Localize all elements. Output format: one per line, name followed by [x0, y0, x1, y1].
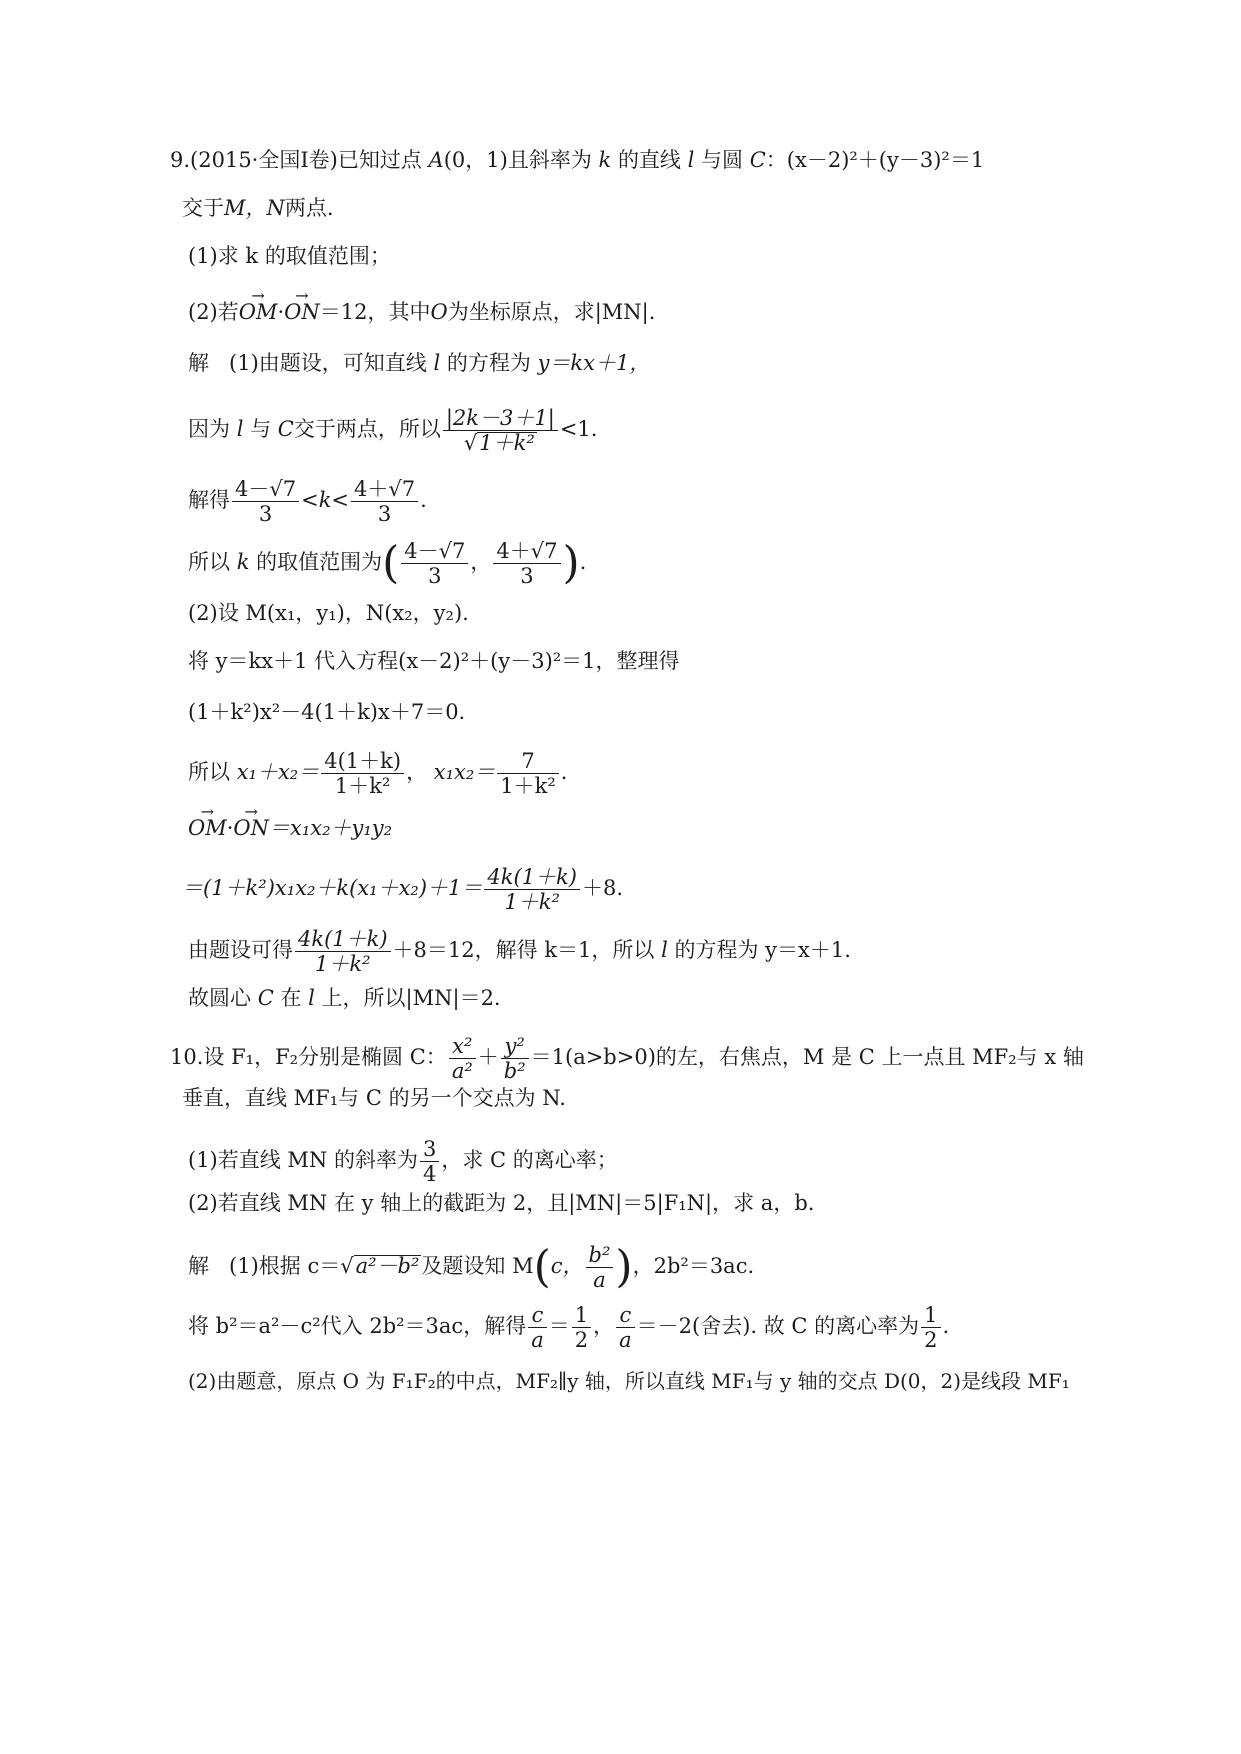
- fraction: [616, 1304, 635, 1351]
- text: x₁x₂＝: [433, 760, 496, 784]
- problem9-stem-line1: [170, 145, 984, 175]
- problem9-source: (2015·全国Ⅰ卷): [190, 148, 338, 172]
- fraction: [449, 1035, 476, 1082]
- problem9-solution-line11: [188, 928, 851, 975]
- fraction: [321, 750, 404, 797]
- denominator: a: [531, 1328, 544, 1352]
- problem9-question1: [188, 241, 391, 271]
- text: (1)由题设，可知直线: [229, 351, 427, 375]
- text: 的方程为 y＝x＋1.: [674, 938, 851, 962]
- fraction: [351, 478, 418, 525]
- var: k: [236, 550, 250, 574]
- text: 在: [280, 986, 302, 1010]
- problem9-solution-line7: (1＋k²)x²－4(1＋k)x＋7＝0.: [188, 700, 466, 724]
- vector-om: → OM: [188, 813, 227, 843]
- text: 为坐标原点，求|MN|.: [447, 300, 656, 324]
- numerator: 1: [572, 1304, 591, 1328]
- text: 交于: [182, 196, 224, 220]
- denominator: 2: [574, 1328, 589, 1352]
- fraction: [232, 478, 299, 525]
- denominator: 3: [428, 564, 442, 588]
- text: 设 F₁，F₂分别是椭圆 C：: [203, 1045, 447, 1069]
- denominator: 2: [924, 1328, 938, 1352]
- fraction: [493, 540, 560, 587]
- problem9-solution-line1: [188, 348, 650, 378]
- left-paren: (: [533, 1241, 551, 1293]
- denominator: 1＋k²: [315, 952, 371, 976]
- text: 的直线: [617, 148, 681, 172]
- text: 上，所以|MN|＝2.: [321, 986, 501, 1010]
- text: 故圆心: [188, 986, 251, 1010]
- fraction: [484, 866, 580, 913]
- var: l: [433, 351, 441, 375]
- problem9-solution-line8: [188, 750, 567, 797]
- text: ＝x₁x₂＋y₁y₂: [269, 816, 393, 840]
- text: (2): [188, 300, 218, 324]
- vector-om: → OM: [239, 297, 278, 327]
- text: (1)根据 c＝: [229, 1254, 341, 1278]
- numerator: b²: [586, 1244, 614, 1268]
- text: 的取值范围为: [256, 550, 383, 574]
- problem9-number: 9.: [170, 148, 191, 172]
- text: 所以: [188, 550, 230, 574]
- text: 因为: [188, 417, 230, 441]
- problem9-solution-line4: [188, 537, 587, 589]
- denominator: 4: [422, 1162, 437, 1186]
- fraction: [401, 540, 468, 587]
- problem9-solution-line9: [188, 813, 392, 843]
- text: 解得: [188, 488, 230, 512]
- numerator: 4k(1＋k): [295, 928, 391, 952]
- denominator: a: [619, 1328, 632, 1352]
- numerator: 4＋√7: [351, 478, 418, 502]
- text: <1.: [559, 417, 598, 441]
- numerator: 4k(1＋k): [484, 866, 580, 890]
- var: k: [598, 148, 612, 172]
- denominator: 3: [258, 502, 273, 526]
- text: ＝－2(舍去). 故 C 的离心率为: [636, 1314, 920, 1338]
- text: c，: [550, 1254, 584, 1278]
- text: (0，1): [443, 148, 508, 172]
- text: .: [579, 550, 587, 574]
- numerator: |2k－3＋1|: [443, 407, 558, 431]
- numerator: c: [528, 1304, 547, 1328]
- denominator: 3: [377, 502, 392, 526]
- numerator: x²: [449, 1035, 476, 1059]
- problem9-solution-line2: [188, 407, 597, 454]
- text: 且斜率为: [507, 148, 592, 172]
- problem9-solution-line10: [182, 866, 623, 913]
- text: 及题设知 M: [421, 1254, 534, 1278]
- fraction: [497, 750, 559, 797]
- denominator: a²: [451, 1059, 473, 1083]
- problem9-solution-line5: (2)设 M(x₁，y₁)，N(x₂，y₂).: [188, 601, 469, 625]
- right-paren: ): [562, 537, 580, 589]
- var: A: [428, 148, 444, 172]
- problem10-question1: [188, 1138, 618, 1185]
- problem10-stem-line1: [170, 1035, 1084, 1082]
- text: ，: [406, 760, 428, 784]
- numerator: 4(1＋k): [321, 750, 404, 774]
- problem10-solution-line2: [188, 1304, 949, 1351]
- numerator: 7: [497, 750, 559, 774]
- text: ·: [277, 300, 285, 324]
- text: 已知过点: [337, 148, 422, 172]
- var: l: [687, 148, 695, 172]
- numerator: c: [616, 1304, 635, 1328]
- text: 由题设可得: [188, 938, 293, 962]
- text: 的方程为: [446, 351, 531, 375]
- var: l: [308, 986, 315, 1010]
- text: ＋8.: [581, 876, 624, 900]
- fraction: [501, 1035, 529, 1082]
- fraction: [528, 1304, 547, 1351]
- problem10-question2: (2)若直线 MN 在 y 轴上的截距为 2，且|MN|＝5|F₁N|，求 a，b.: [188, 1191, 815, 1215]
- fraction: [420, 1138, 439, 1185]
- text: 若: [217, 300, 239, 324]
- text: ：(x－2)²＋(y－3)²＝1: [765, 148, 985, 172]
- problem9-solution-line12: [188, 983, 501, 1013]
- radicand: a²－b²: [355, 1254, 420, 1278]
- text: (1)若直线 MN 的斜率为: [188, 1148, 418, 1172]
- solution-label: 解: [188, 351, 209, 375]
- var: C: [277, 417, 294, 441]
- denominator: 3: [520, 564, 534, 588]
- text: ＝12，其中: [319, 300, 431, 324]
- text: .: [942, 1314, 950, 1338]
- text: 所以: [188, 760, 230, 784]
- text: ＝: [548, 1314, 570, 1338]
- text: ＝1(a>b>0)的左，右焦点，M 是 C 上一点且 MF₂与 x 轴: [530, 1045, 1084, 1069]
- vector-on: → ON: [233, 813, 269, 843]
- problem10-solution-line1: 解 (1)根据 c＝√a²－b²及题设知 M(c， $\frac{\text{b²}}{a}$ )，2b²＝3ac.: [188, 1241, 755, 1293]
- text: x₁＋x₂＝: [236, 760, 320, 784]
- text: ，: [593, 1314, 615, 1338]
- problem10-stem-line2: 垂直，直线 MF₁与 C 的另一个交点为 N.: [182, 1086, 566, 1110]
- var: O: [430, 300, 448, 324]
- text: 求 k 的取值范围；: [217, 244, 391, 268]
- numerator: 3: [420, 1138, 439, 1162]
- var: l: [661, 938, 668, 962]
- denominator: a: [593, 1268, 606, 1292]
- text: ，求 C 的离心率；: [441, 1148, 618, 1172]
- denominator: 1＋k²: [504, 890, 560, 914]
- denominator: 1＋k²: [500, 774, 556, 798]
- text: 将 b²＝a²－c²代入 2b²＝3ac，解得: [188, 1314, 527, 1338]
- text: ＋8＝12，解得 k＝1，所以: [392, 938, 655, 962]
- text: 两点.: [284, 196, 334, 220]
- numerator: 4－√7: [401, 540, 468, 564]
- problem10-number: 10.: [170, 1045, 204, 1069]
- problem10-solution-line3: (2)由题意，原点 O 为 F₁F₂的中点，MF₂∥y 轴，所以直线 MF₁与 y 轴的交点 D(0，2)是线段 MF₁: [188, 1369, 1070, 1393]
- text: 与圆: [701, 148, 744, 172]
- text: ，: [470, 550, 492, 574]
- text: 交于两点，所以: [293, 417, 441, 441]
- problem9-solution-line3: [188, 478, 427, 525]
- var: C: [749, 148, 766, 172]
- numerator: 1: [921, 1304, 940, 1328]
- text: ＋: [477, 1045, 499, 1069]
- numerator: 4＋√7: [493, 540, 560, 564]
- fraction: [586, 1244, 614, 1291]
- denominator: 1＋k²: [334, 774, 391, 798]
- left-paren: (: [382, 537, 400, 589]
- text: 与: [250, 417, 272, 441]
- numerator: y²: [501, 1035, 529, 1059]
- right-paren: ): [615, 1241, 633, 1293]
- text: .: [560, 760, 568, 784]
- var: C: [257, 986, 274, 1010]
- text: ，2b²＝3ac.: [632, 1254, 755, 1278]
- solution-label: 解: [188, 1254, 209, 1278]
- var: l: [236, 417, 244, 441]
- problem9-solution-line6: 将 y＝kx＋1 代入方程(x－2)²＋(y－3)²＝1，整理得: [188, 649, 680, 673]
- text: (1): [188, 244, 218, 268]
- fraction: [295, 928, 391, 975]
- radicand: 1＋k²: [479, 431, 535, 455]
- denominator: b²: [503, 1059, 526, 1083]
- problem9-stem-line2: [182, 193, 334, 223]
- vector-on: → ON: [284, 297, 320, 327]
- numerator: 4－√7: [232, 478, 299, 502]
- var: M，N: [224, 196, 285, 220]
- text: .: [420, 488, 427, 512]
- fraction: [921, 1304, 940, 1351]
- denominator: √1＋k²: [463, 431, 535, 455]
- problem9-question2: [188, 297, 655, 327]
- equation: y＝kx＋1，: [537, 351, 651, 375]
- text: ·: [226, 816, 234, 840]
- fraction: [443, 407, 558, 454]
- text: ＝(1＋k²)x₁x₂＋k(x₁＋x₂)＋1＝: [182, 876, 483, 900]
- text: <k<: [301, 488, 350, 512]
- fraction: [572, 1304, 591, 1351]
